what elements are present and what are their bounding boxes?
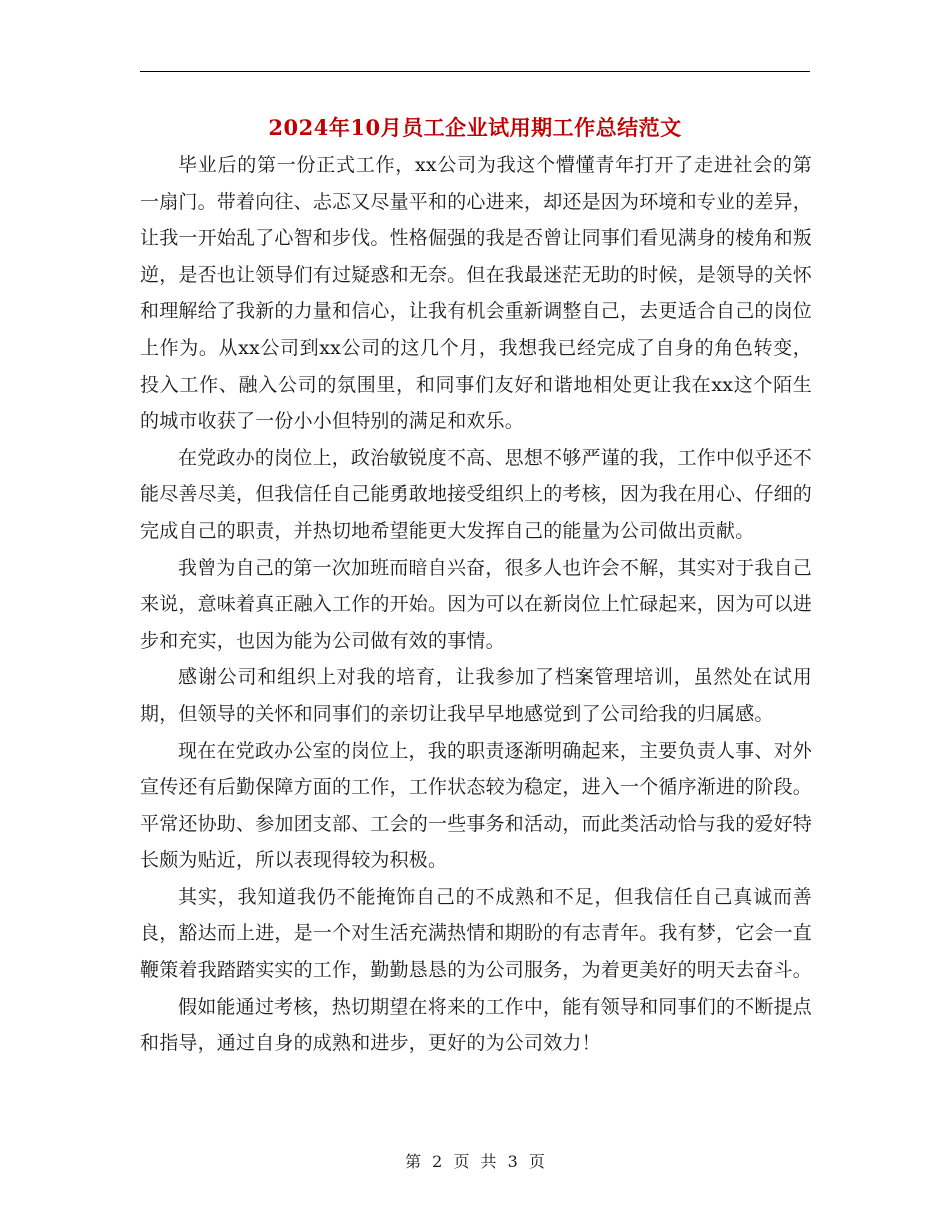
paragraph-7: 假如能通过考核，热切期望在将来的工作中，能有领导和同事们的不断提点和指导，通过自身的成熟和进步，更好的为公司效力！: [140, 995, 812, 1055]
document-title: 2024年10月员工企业试用期工作总结范文: [268, 115, 682, 140]
paragraph-1: 毕业后的第一份正式工作，xx公司为我这个懵懂青年打开了走进社会的第一扇门。带着向往、忐忑又尽量平和的心进来，却还是因为环境和专业的差异，让我一开始乱了心智和步伐。性格倔强的我是否曾让同事们看见满身的棱角和叛逆，是否也让领导们有过疑惑和无奈。但在我最迷茫无助的时候，是领导的关怀和理解给了我新的力量和信心，让我有机会重新调整自己，去更适合自己的岗位上作为。从xx公司到xx公司的这几个月，我想我已经完成了自身的角色转变，投入工作、融入公司的氛围里，和同事们友好和谐地相处更让我在xx这个陌生的城市收获了一份小小但特别的满足和欢乐。: [140, 154, 813, 433]
page-footer: 第 2 页 共 3 页: [405, 1152, 545, 1171]
paragraph-3: 我曾为自己的第一次加班而暗自兴奋，很多人也许会不解，其实对于我自己来说，意味着真正融入工作的开始。因为可以在新岗位上忙碌起来，因为可以进步和充实，也因为能为公司做有效的事情。: [140, 556, 813, 652]
header-rule: [140, 71, 810, 72]
paragraph-5: 现在在党政办公室的岗位上，我的职责逐渐明确起来，主要负责人事、对外宣传还有后勤保障方面的工作，工作状态较为稳定，进入一个循序渐进的阶段。平常还协助、参加团支部、工会的一些事务和活动，而此类活动恰与我的爱好特长颇为贴近，所以表现得较为积极。: [140, 739, 813, 872]
paragraph-6: 其实，我知道我仍不能掩饰自己的不成熟和不足，但我信任自己真诚而善良，豁达而上进，是一个对生活充满热情和期盼的有志青年。我有梦，它会一直鞭策着我踏踏实实的工作，勤勤恳恳的为公司服务，为着更美好的明天去奋斗。: [140, 885, 813, 982]
paragraph-2: 在党政办的岗位上，政治敏锐度不高、思想不够严谨的我，工作中似乎还不能尽善尽美，但我信任自己能勇敢地接受组织上的考核，因为我在用心、仔细的完成自己的职责，并热切地希望能更大发挥自己的能量为公司做出贡献。: [140, 446, 813, 542]
paragraph-4: 感谢公司和组织上对我的培育，让我参加了档案管理培训，虽然处在试用期，但领导的关怀和同事们的亲切让我早早地感觉到了公司给我的归属感。: [140, 666, 812, 725]
document-body: [140, 147, 812, 1062]
